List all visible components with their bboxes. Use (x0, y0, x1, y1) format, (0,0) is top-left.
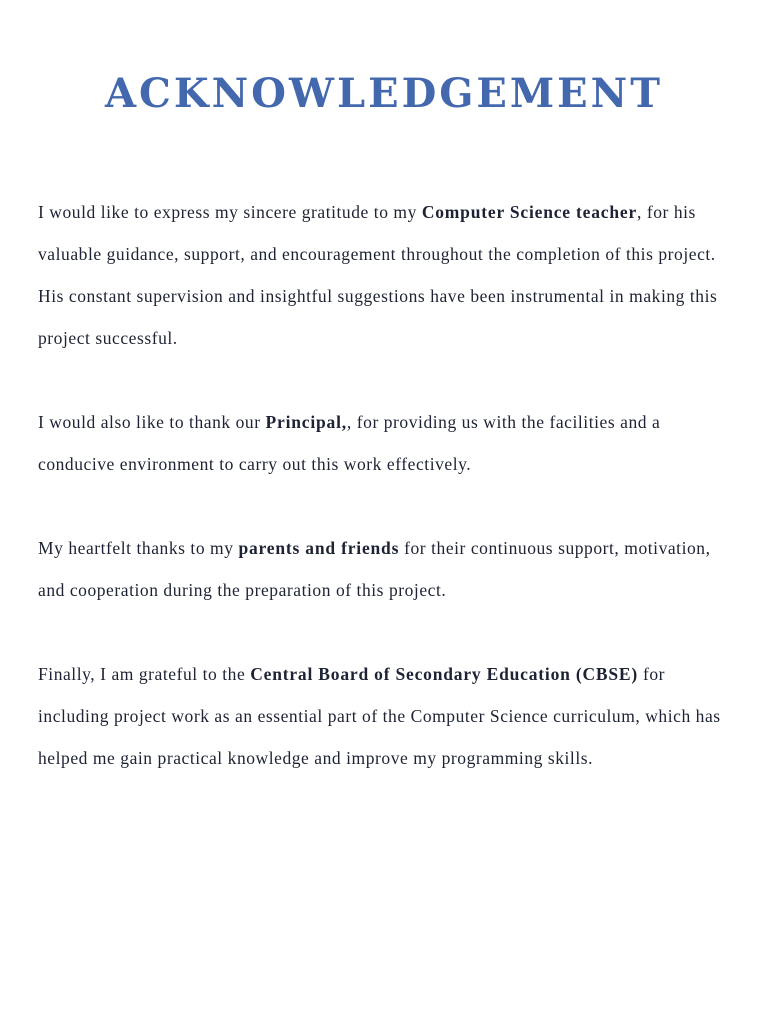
paragraph-text: for including project work as an essential part of the Computer Science curriculum, which has helped me gain practical knowledge and improve my programming skills. (38, 664, 721, 768)
paragraph-bold-text: Principal, (265, 412, 347, 432)
paragraph-bold-text: Central Board of Secondary Education (CBSE) (250, 664, 639, 684)
paragraph-bold-text: Computer Science teacher (421, 202, 638, 222)
paragraph-text: I would also like to thank our (38, 412, 266, 432)
page-title: ACKNOWLEDGEMENT (104, 70, 663, 117)
paragraph-text: , for his valuable guidance, support, and encouragement throughout the completion of this project. His constant supervision and insightful suggestions have been instrumental in making this project successful. (38, 202, 718, 348)
paragraph-text: Finally, I am grateful to the (38, 664, 251, 684)
document-body (38, 191, 738, 821)
paragraph-text: My heartfelt thanks to my (38, 538, 239, 558)
paragraph-text: I would like to express my sincere gratitude to my (38, 202, 422, 222)
paragraph-cbse (38, 653, 738, 779)
paragraph-text: for their continuous support, motivation, and cooperation during the preparation of this project. (38, 538, 711, 600)
paragraph-principal (38, 401, 738, 485)
paragraph-bold-text: parents and friends (238, 538, 400, 558)
paragraph-parents (38, 527, 738, 611)
paragraph-text: , for providing us with the facilities and a conducive environment to carry out this work effectively. (38, 412, 661, 474)
paragraph-teacher (38, 191, 738, 359)
